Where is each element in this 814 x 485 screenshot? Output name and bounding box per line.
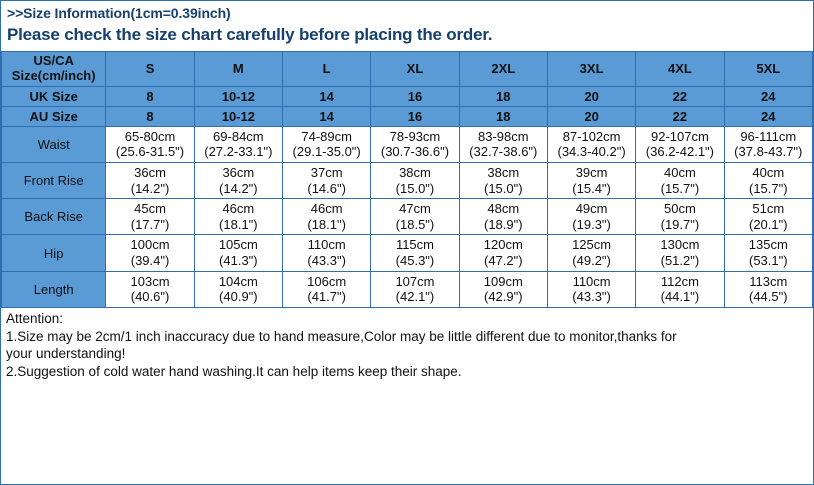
corner-label-line2: Size(cm/inch) xyxy=(11,67,96,83)
back-rise-s-cm: 45cm xyxy=(134,201,166,217)
waist-2xl xyxy=(459,126,547,162)
row-label-front-rise: Front Rise xyxy=(2,163,106,199)
table-row-front-rise xyxy=(2,163,813,199)
back-rise-3xl xyxy=(547,199,635,235)
back-rise-xl-cm: 47cm xyxy=(399,201,431,217)
front-rise-5xl xyxy=(724,163,812,199)
column-header-s: S xyxy=(106,52,194,87)
front-rise-s-inch: (14.2") xyxy=(130,180,170,196)
uk-size-s: 8 xyxy=(106,86,194,106)
column-header-4xl: 4XL xyxy=(636,52,724,87)
length-3xl xyxy=(547,271,635,307)
back-rise-m xyxy=(194,199,282,235)
length-l xyxy=(283,271,371,307)
length-l-inch: (41.7") xyxy=(307,289,346,305)
front-rise-s xyxy=(106,163,194,199)
row-label-au-size: AU Size xyxy=(2,106,106,126)
front-rise-m-inch: (14.2") xyxy=(219,180,258,196)
uk-size-4xl: 22 xyxy=(636,86,724,106)
waist-m-cm: 69-84cm xyxy=(213,128,264,144)
row-label-uk-size: UK Size xyxy=(2,86,106,106)
length-xl-inch: (42.1") xyxy=(395,289,435,305)
au-size-xl: 16 xyxy=(371,106,459,126)
front-rise-xl-inch: (15.0") xyxy=(395,180,435,196)
front-rise-5xl-cm: 40cm xyxy=(752,165,785,181)
back-rise-4xl xyxy=(636,199,724,235)
waist-l xyxy=(283,126,371,162)
front-rise-3xl-inch: (15.4") xyxy=(572,180,611,196)
back-rise-s xyxy=(106,199,194,235)
back-rise-s-inch: (17.7") xyxy=(130,216,170,232)
hip-2xl xyxy=(459,235,547,271)
back-rise-3xl-cm: 49cm xyxy=(575,201,608,217)
au-size-2xl: 18 xyxy=(459,106,547,126)
hip-3xl-inch: (49.2") xyxy=(572,253,611,269)
waist-2xl-cm: 83-98cm xyxy=(477,128,529,144)
length-xl-cm: 107cm xyxy=(395,273,435,289)
hip-5xl-inch: (53.1") xyxy=(748,253,788,269)
waist-xl-cm: 78-93cm xyxy=(389,128,441,144)
length-4xl xyxy=(636,271,724,307)
au-size-l: 14 xyxy=(283,106,371,126)
table-row-waist xyxy=(2,126,813,162)
front-rise-l-inch: (14.6") xyxy=(307,180,346,196)
front-rise-m xyxy=(194,163,282,199)
uk-size-xl: 16 xyxy=(371,86,459,106)
length-m-inch: (40.9") xyxy=(219,289,258,305)
hip-m-inch: (41.3") xyxy=(219,253,258,269)
back-rise-2xl xyxy=(459,199,547,235)
table-row-hip xyxy=(2,235,813,271)
hip-3xl xyxy=(547,235,635,271)
waist-3xl-inch: (34.3-40.2") xyxy=(557,144,626,160)
au-size-m: 10-12 xyxy=(194,106,282,126)
waist-5xl-inch: (37.8-43.7") xyxy=(734,144,803,160)
front-rise-l-cm: 37cm xyxy=(310,165,343,181)
length-l-cm: 106cm xyxy=(307,273,347,289)
back-rise-xl xyxy=(371,199,459,235)
hip-xl-inch: (45.3") xyxy=(395,253,435,269)
hip-5xl-cm: 135cm xyxy=(748,237,788,253)
waist-5xl xyxy=(724,126,812,162)
waist-4xl-cm: 92-107cm xyxy=(651,128,709,144)
uk-size-l: 14 xyxy=(283,86,371,106)
front-rise-2xl xyxy=(459,163,547,199)
hip-s-cm: 100cm xyxy=(130,237,170,253)
waist-4xl-inch: (36.2-42.1") xyxy=(645,144,715,160)
hip-4xl-cm: 130cm xyxy=(660,237,700,253)
row-label-hip: Hip xyxy=(2,235,106,271)
waist-xl-inch: (30.7-36.6") xyxy=(380,144,450,160)
front-rise-3xl-cm: 39cm xyxy=(575,165,608,181)
column-header-l: L xyxy=(283,52,371,87)
row-label-back-rise: Back Rise xyxy=(2,199,106,235)
front-rise-2xl-cm: 38cm xyxy=(487,165,520,181)
hip-m xyxy=(194,235,282,271)
back-rise-l-inch: (18.1") xyxy=(307,216,346,232)
length-s-cm: 103cm xyxy=(130,273,170,289)
au-size-4xl: 22 xyxy=(636,106,724,126)
hip-xl-cm: 115cm xyxy=(395,237,434,253)
back-rise-l-cm: 46cm xyxy=(310,201,343,217)
hip-5xl xyxy=(724,235,812,271)
column-header-m: M xyxy=(194,52,282,87)
waist-3xl xyxy=(547,126,635,162)
back-rise-m-cm: 46cm xyxy=(222,201,255,217)
front-rise-xl xyxy=(371,163,459,199)
length-2xl-inch: (42.9") xyxy=(483,289,523,305)
back-rise-5xl xyxy=(724,199,812,235)
front-rise-3xl xyxy=(547,163,635,199)
length-5xl xyxy=(724,271,812,307)
waist-s xyxy=(106,126,194,162)
column-header-3xl: 3XL xyxy=(547,52,635,87)
length-3xl-inch: (43.3") xyxy=(572,289,611,305)
front-rise-4xl xyxy=(636,163,724,199)
uk-size-m: 10-12 xyxy=(194,86,282,106)
attention-note-2: 2.Suggestion of cold water hand washing.It can help items keep their shape. xyxy=(6,364,462,380)
hip-3xl-cm: 125cm xyxy=(572,237,612,253)
table-corner-label xyxy=(2,52,106,87)
back-rise-m-inch: (18.1") xyxy=(219,216,258,232)
length-s-inch: (40.6") xyxy=(130,289,170,305)
back-rise-4xl-cm: 50cm xyxy=(664,201,696,217)
front-rise-4xl-inch: (15.7") xyxy=(660,180,700,196)
uk-size-2xl: 18 xyxy=(459,86,547,106)
table-row-back-rise xyxy=(2,199,813,235)
size-chart-table xyxy=(1,51,813,308)
hip-xl xyxy=(371,235,459,271)
length-4xl-inch: (44.1") xyxy=(660,289,700,305)
back-rise-5xl-cm: 51cm xyxy=(752,201,785,217)
back-rise-xl-inch: (18.5") xyxy=(395,216,435,232)
length-5xl-cm: 113cm xyxy=(749,273,788,289)
size-information-heading: >>Size Information(1cm=0.39inch) xyxy=(7,5,231,21)
waist-m-inch: (27.2-33.1") xyxy=(204,144,273,160)
attention-note-1-cont: your understanding! xyxy=(6,346,126,362)
length-5xl-inch: (44.5") xyxy=(748,289,788,305)
hip-l-inch: (43.3") xyxy=(307,253,346,269)
hip-m-cm: 105cm xyxy=(218,237,258,253)
length-m xyxy=(194,271,282,307)
waist-3xl-cm: 87-102cm xyxy=(562,128,621,144)
waist-2xl-inch: (32.7-38.6") xyxy=(469,144,538,160)
back-rise-2xl-cm: 48cm xyxy=(487,201,520,217)
front-rise-s-cm: 36cm xyxy=(134,165,166,181)
hip-l-cm: 110cm xyxy=(307,237,346,253)
waist-4xl xyxy=(636,126,724,162)
table-row-uk-size xyxy=(2,86,813,106)
hip-2xl-cm: 120cm xyxy=(483,237,523,253)
column-header-xl: XL xyxy=(371,52,459,87)
waist-m xyxy=(194,126,282,162)
waist-xl xyxy=(371,126,459,162)
length-3xl-cm: 110cm xyxy=(572,273,611,289)
back-rise-3xl-inch: (19.3") xyxy=(572,216,611,232)
waist-5xl-cm: 96-111cm xyxy=(740,128,797,144)
column-header-2xl: 2XL xyxy=(459,52,547,87)
table-row-length xyxy=(2,271,813,307)
table-row-au-size xyxy=(2,106,813,126)
front-rise-xl-cm: 38cm xyxy=(399,165,431,181)
length-2xl-cm: 109cm xyxy=(483,273,523,289)
waist-s-cm: 65-80cm xyxy=(124,128,176,144)
front-rise-2xl-inch: (15.0") xyxy=(483,180,523,196)
length-2xl xyxy=(459,271,547,307)
front-rise-5xl-inch: (15.7") xyxy=(748,180,788,196)
hip-s xyxy=(106,235,194,271)
length-s xyxy=(106,271,194,307)
waist-s-inch: (25.6-31.5") xyxy=(115,144,185,160)
length-xl xyxy=(371,271,459,307)
column-header-5xl: 5XL xyxy=(724,52,812,87)
hip-4xl-inch: (51.2") xyxy=(660,253,700,269)
length-m-cm: 104cm xyxy=(218,273,258,289)
front-rise-m-cm: 36cm xyxy=(222,165,255,181)
hip-4xl xyxy=(636,235,724,271)
size-chart-notice: Please check the size chart carefully before placing the order. xyxy=(7,25,493,44)
row-label-waist: Waist xyxy=(2,126,106,162)
back-rise-5xl-inch: (20.1") xyxy=(748,216,788,232)
back-rise-2xl-inch: (18.9") xyxy=(483,216,523,232)
waist-l-inch: (29.1-35.0") xyxy=(292,144,361,160)
length-4xl-cm: 112cm xyxy=(660,273,699,289)
front-rise-4xl-cm: 40cm xyxy=(664,165,696,181)
uk-size-3xl: 20 xyxy=(547,86,635,106)
au-size-s: 8 xyxy=(106,106,194,126)
back-rise-l xyxy=(283,199,371,235)
hip-2xl-inch: (47.2") xyxy=(483,253,523,269)
front-rise-l xyxy=(283,163,371,199)
attention-title: Attention: xyxy=(6,310,64,326)
hip-s-inch: (39.4") xyxy=(130,253,170,269)
attention-section xyxy=(1,308,813,484)
row-label-length: Length xyxy=(2,271,106,307)
back-rise-4xl-inch: (19.7") xyxy=(660,216,700,232)
attention-note-1: 1.Size may be 2cm/1 inch inaccuracy due to hand measure,Color may be little different due to monitor,thanks for xyxy=(6,328,677,344)
table-header-row xyxy=(2,52,813,87)
hip-l xyxy=(283,235,371,271)
au-size-5xl: 24 xyxy=(724,106,812,126)
waist-l-cm: 74-89cm xyxy=(301,128,352,144)
au-size-3xl: 20 xyxy=(547,106,635,126)
uk-size-5xl: 24 xyxy=(724,86,812,106)
corner-label-line1: US/CA xyxy=(33,53,74,68)
